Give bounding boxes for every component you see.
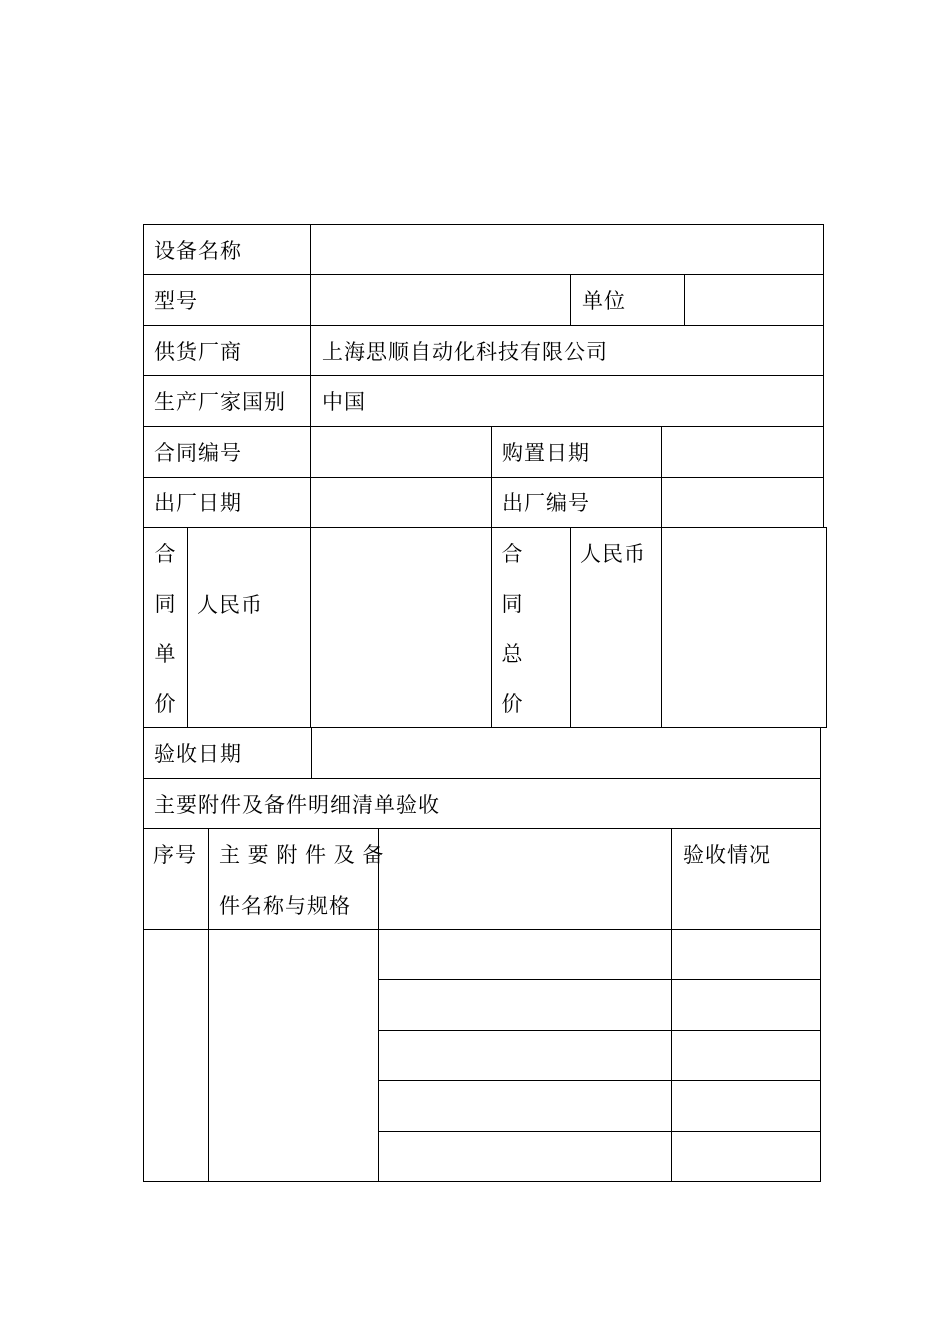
rule xyxy=(143,274,824,275)
accessory-name-cell[interactable] xyxy=(210,931,377,1180)
contract-no-label: 合同编号 xyxy=(154,441,242,465)
rule xyxy=(379,979,821,980)
unit-price-currency: 人民币 xyxy=(197,593,263,617)
rule xyxy=(143,325,824,326)
total-price-label-char: 同 xyxy=(501,592,523,616)
origin-country-label: 生产厂家国别 xyxy=(154,390,286,414)
rule xyxy=(671,828,672,1182)
unit-price-label-char: 同 xyxy=(154,592,176,616)
rule xyxy=(379,1030,821,1031)
accessory-seq-cell[interactable] xyxy=(145,931,207,1180)
accessory-detail-cell[interactable] xyxy=(388,1042,664,1068)
total-price-label-char: 总 xyxy=(501,642,523,666)
accessory-detail-cell[interactable] xyxy=(388,1093,664,1119)
accessory-status-cell[interactable] xyxy=(681,1042,813,1068)
col-header-name-line2: 件名称与规格 xyxy=(219,894,351,918)
rule xyxy=(684,274,685,326)
device-name-field[interactable] xyxy=(322,238,812,264)
accessory-detail-cell[interactable] xyxy=(388,1143,664,1169)
unit-price-field[interactable] xyxy=(322,592,482,618)
rule xyxy=(570,527,571,728)
accessory-status-cell[interactable] xyxy=(681,1143,813,1169)
unit-price-label-char: 单 xyxy=(154,642,176,666)
rule xyxy=(208,828,209,1182)
acceptance-date-label: 验收日期 xyxy=(154,742,242,766)
rule xyxy=(826,527,827,728)
accessory-status-cell[interactable] xyxy=(681,941,813,967)
total-price-currency: 人民币 xyxy=(580,542,646,566)
accessory-detail-cell[interactable] xyxy=(388,941,664,967)
accessory-detail-cell[interactable] xyxy=(388,992,664,1018)
rule xyxy=(379,1080,821,1081)
total-price-label-char: 价 xyxy=(501,692,523,716)
unit-label: 单位 xyxy=(582,289,626,313)
rule xyxy=(143,929,821,930)
rule xyxy=(143,828,821,829)
rule xyxy=(491,426,492,728)
rule xyxy=(187,527,188,728)
factory-date-label: 出厂日期 xyxy=(154,491,242,515)
rule xyxy=(143,224,144,1182)
accessory-status-cell[interactable] xyxy=(681,1093,813,1119)
unit-price-label-char: 价 xyxy=(154,692,176,716)
col-header-seq: 序号 xyxy=(153,843,197,867)
rule xyxy=(379,1131,821,1132)
col-header-name-line1: 主 要 附 件 及 备 xyxy=(219,843,384,867)
contract-no-field[interactable] xyxy=(322,440,482,466)
rule xyxy=(143,477,824,478)
supplier-label: 供货厂商 xyxy=(154,340,242,364)
accessory-status-cell[interactable] xyxy=(681,992,813,1018)
rule xyxy=(143,727,827,728)
col-header-acceptance: 验收情况 xyxy=(683,843,771,867)
unit-field[interactable] xyxy=(694,288,814,314)
rule xyxy=(311,727,312,779)
rule xyxy=(143,527,827,528)
model-label: 型号 xyxy=(154,289,198,313)
rule xyxy=(378,828,379,1182)
rule xyxy=(820,727,821,1182)
model-field[interactable] xyxy=(322,288,562,314)
origin-country-field[interactable]: 中国 xyxy=(322,390,366,414)
rule xyxy=(143,224,824,225)
rule xyxy=(143,426,824,427)
factory-no-field[interactable] xyxy=(672,490,812,516)
rule xyxy=(570,274,571,326)
factory-date-field[interactable] xyxy=(322,490,482,516)
factory-no-label: 出厂编号 xyxy=(502,491,590,515)
supplier-field[interactable]: 上海思顺自动化科技有限公司 xyxy=(322,340,608,364)
rule xyxy=(310,224,311,728)
acceptance-date-field[interactable] xyxy=(322,741,812,767)
rule xyxy=(143,778,821,779)
rule xyxy=(143,1181,821,1182)
total-price-field[interactable] xyxy=(672,541,812,567)
device-name-label: 设备名称 xyxy=(154,239,242,263)
rule xyxy=(823,224,824,528)
accessories-section-title: 主要附件及备件明细清单验收 xyxy=(154,793,440,817)
rule xyxy=(143,375,824,376)
rule xyxy=(661,426,662,728)
purchase-date-field[interactable] xyxy=(672,440,812,466)
total-price-label-char: 合 xyxy=(501,542,523,566)
purchase-date-label: 购置日期 xyxy=(502,441,590,465)
unit-price-label-char: 合 xyxy=(154,542,176,566)
